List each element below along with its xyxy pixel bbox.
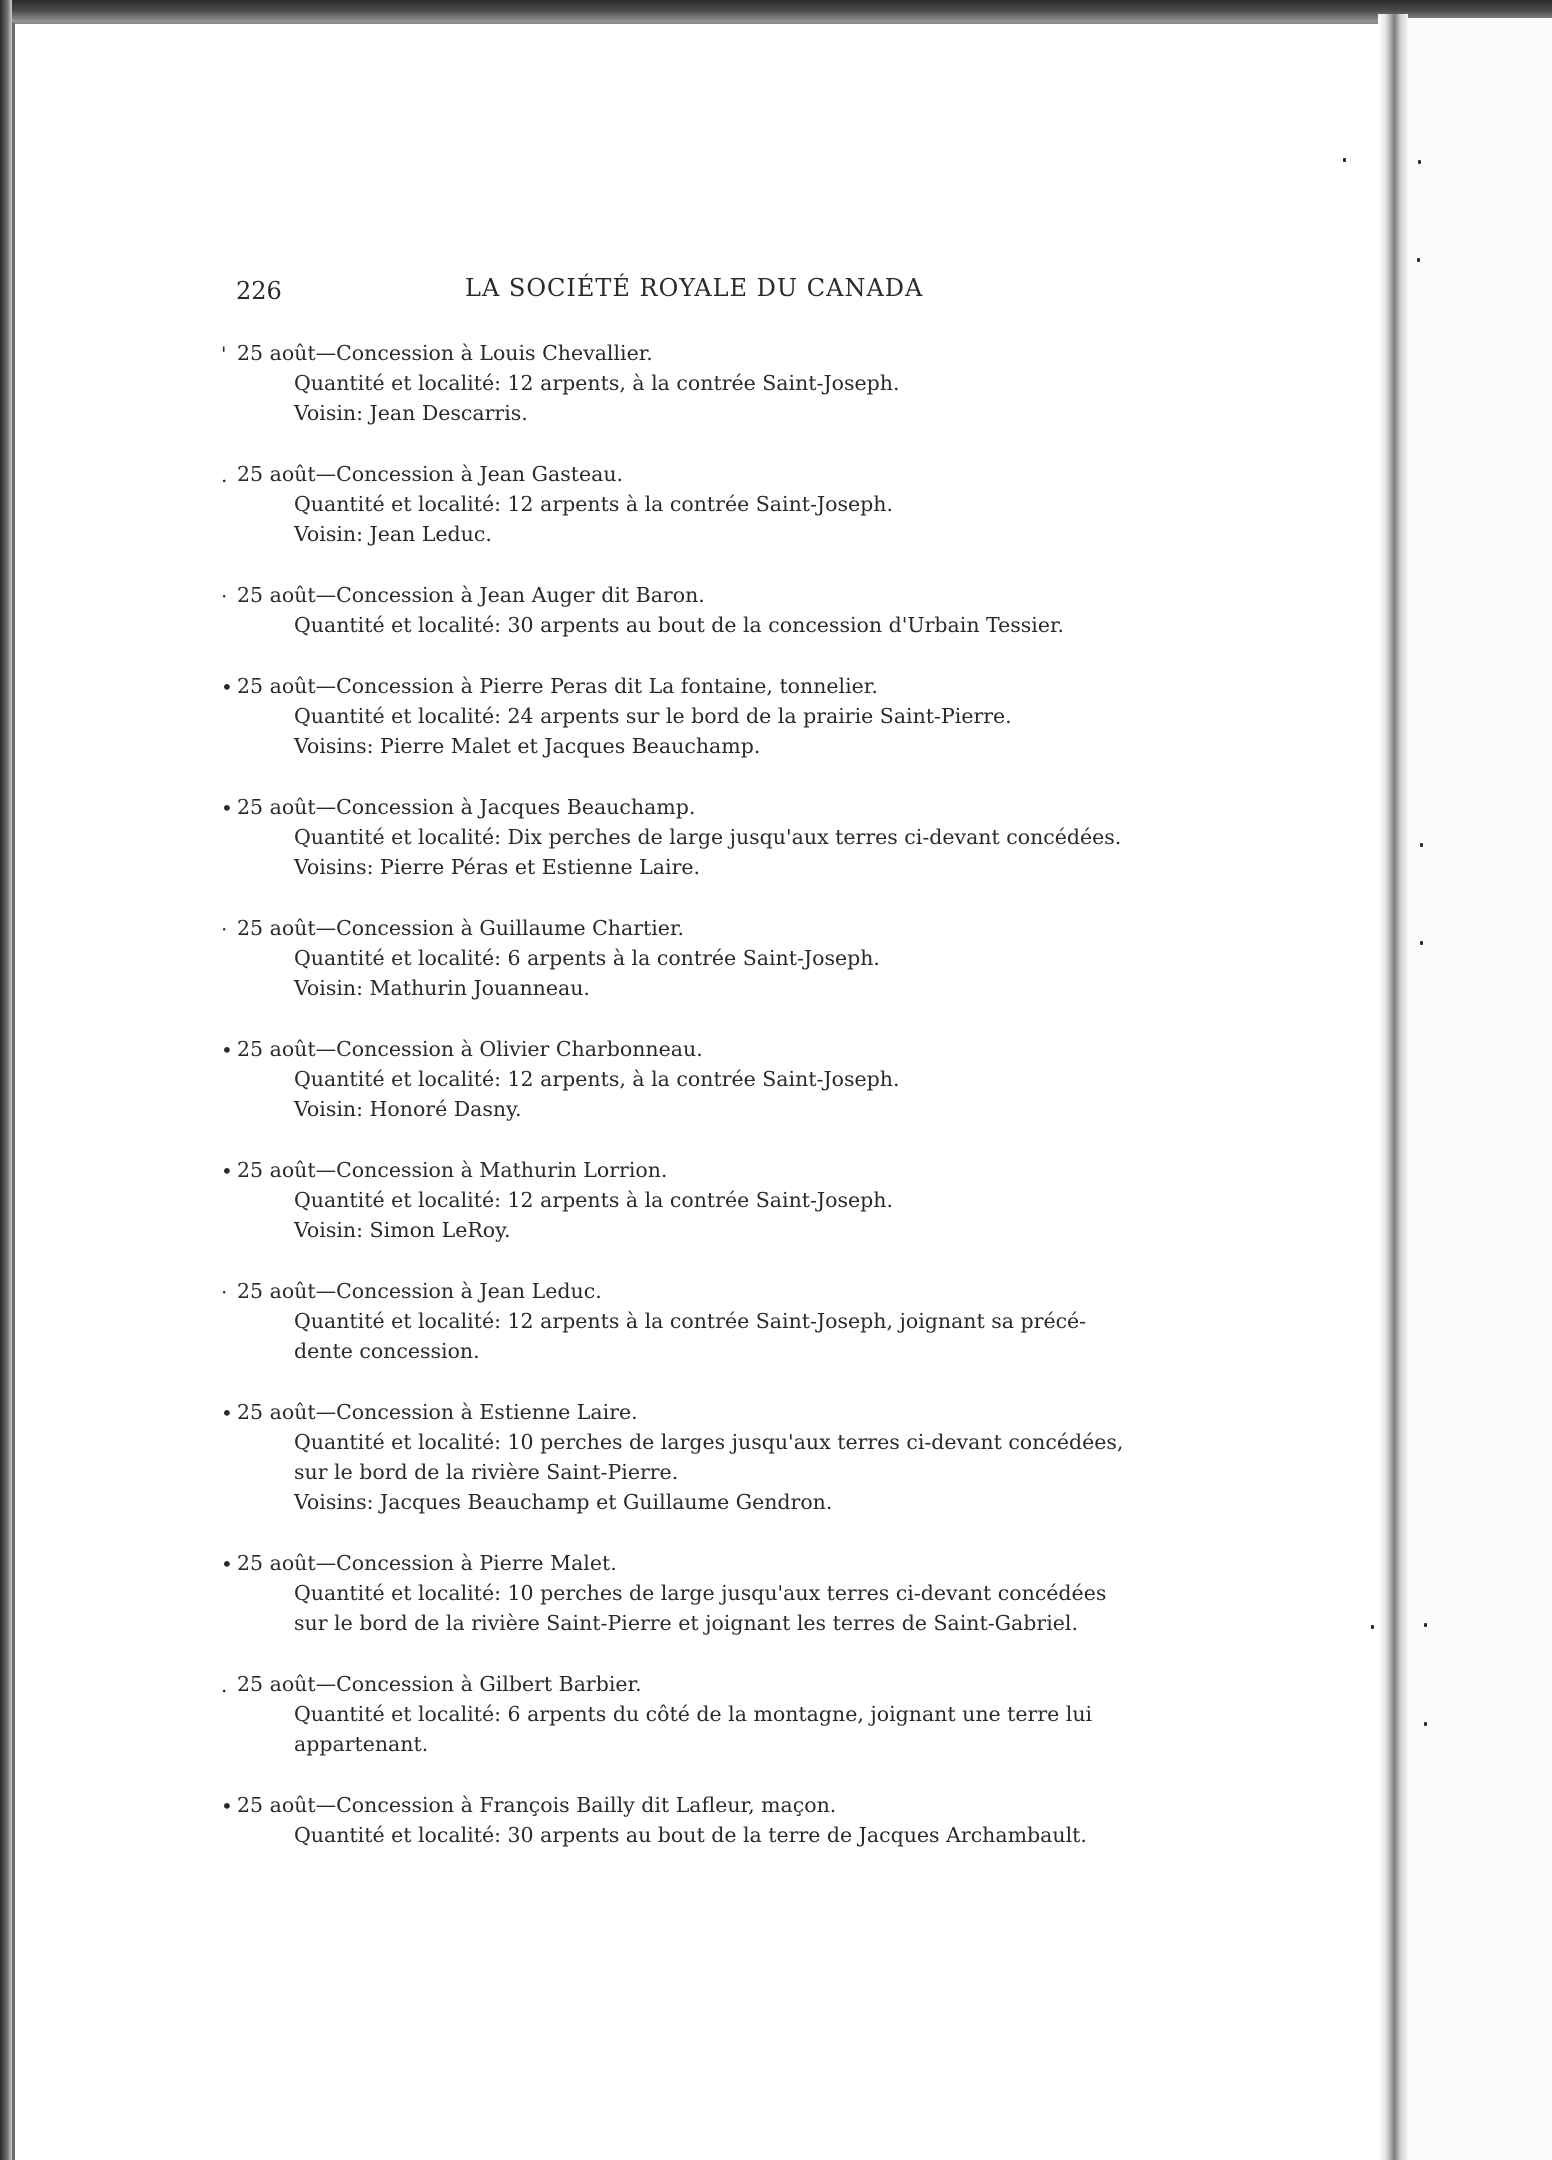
concession-detail: Quantité et localité: 12 arpents, à la contrée Saint-Joseph. — [294, 371, 900, 395]
concession-detail: Quantité et localité: 6 arpents à la contrée Saint-Joseph. — [294, 946, 880, 970]
concession-detail: Quantité et localité: 12 arpents à la contrée Saint-Joseph. — [294, 1188, 893, 1212]
concession-entry — [205, 1669, 1195, 1759]
margin-mark: • — [221, 796, 233, 820]
concession-entry — [205, 1397, 1195, 1517]
concession-detail: dente concession. — [294, 1339, 480, 1363]
concession-entry — [205, 792, 1195, 882]
concession-detail: Voisins: Jacques Beauchamp et Guillaume Gendron. — [294, 1490, 833, 1514]
concession-detail: Voisins: Pierre Malet et Jacques Beauchamp. — [294, 734, 761, 758]
concession-detail: Quantité et localité: 12 arpents à la contrée Saint-Joseph. — [294, 492, 893, 516]
concession-entry — [205, 338, 1195, 428]
concession-entry — [205, 1155, 1195, 1245]
margin-mark: · — [221, 1280, 228, 1304]
concession-entry — [205, 1034, 1195, 1124]
concession-heading: 25 août—Concession à Olivier Charbonneau. — [237, 1037, 703, 1061]
concession-detail: Voisins: Pierre Péras et Estienne Laire. — [294, 855, 701, 879]
concession-detail: sur le bord de la rivière Saint-Pierre. — [294, 1460, 679, 1484]
concession-detail: Quantité et localité: 30 arpents au bout de la terre de Jacques Archambault. — [294, 1823, 1087, 1847]
concession-heading: 25 août—Concession à Mathurin Lorrion. — [237, 1158, 668, 1182]
concession-detail: Voisin: Mathurin Jouanneau. — [294, 976, 590, 1000]
concession-heading: 25 août—Concession à François Bailly dit Lafleur, maçon. — [237, 1793, 837, 1817]
concession-detail: Quantité et localité: 12 arpents à la contrée Saint-Joseph, joignant sa précé- — [294, 1309, 1087, 1333]
concession-heading: 25 août—Concession à Pierre Malet. — [237, 1551, 617, 1575]
concession-heading: 25 août—Concession à Estienne Laire. — [237, 1400, 638, 1424]
margin-mark: . — [221, 463, 228, 487]
concession-detail: Quantité et localité: Dix perches de large jusqu'aux terres ci-devant concédées. — [294, 825, 1122, 849]
concession-heading: 25 août—Concession à Guillaume Chartier. — [237, 916, 685, 940]
concession-detail: Quantité et localité: 6 arpents du côté de la montagne, joignant une terre lui — [294, 1702, 1093, 1726]
concession-detail: Quantité et localité: 30 arpents au bout de la concession d'Urbain Tessier. — [294, 613, 1065, 637]
concession-detail: Quantité et localité: 12 arpents, à la contrée Saint-Joseph. — [294, 1067, 900, 1091]
concession-entry — [205, 1548, 1195, 1638]
margin-mark: . — [221, 1673, 228, 1697]
concession-detail: appartenant. — [294, 1732, 429, 1756]
margin-mark: • — [221, 1159, 233, 1183]
margin-mark: • — [221, 1038, 233, 1062]
concession-heading: 25 août—Concession à Gilbert Barbier. — [237, 1672, 642, 1696]
concession-list — [205, 338, 1195, 1881]
concession-heading: 25 août—Concession à Jean Auger dit Baron. — [237, 583, 705, 607]
margin-mark: · — [221, 584, 228, 608]
concession-entry — [205, 671, 1195, 761]
concession-detail: sur le bord de la rivière Saint-Pierre et joignant les terres de Saint-Gabriel. — [294, 1611, 1078, 1635]
concession-detail: Voisin: Jean Descarris. — [294, 401, 528, 425]
concession-entry — [205, 913, 1195, 1003]
concession-detail: Quantité et localité: 24 arpents sur le bord de la prairie Saint-Pierre. — [294, 704, 1012, 728]
concession-heading: 25 août—Concession à Jacques Beauchamp. — [237, 795, 696, 819]
running-head: LA SOCIÉTÉ ROYALE DU CANADA — [465, 274, 924, 302]
margin-mark: · — [221, 917, 228, 941]
page-number: 226 — [236, 277, 282, 305]
concession-detail: Voisin: Jean Leduc. — [294, 522, 492, 546]
concession-detail: Quantité et localité: 10 perches de larges jusqu'aux terres ci-devant concédées, — [294, 1430, 1124, 1454]
concession-entry — [205, 1276, 1195, 1366]
margin-mark: • — [221, 675, 233, 699]
concession-entry — [205, 580, 1195, 640]
margin-mark: ' — [221, 342, 227, 366]
concession-detail: Quantité et localité: 10 perches de large jusqu'aux terres ci-devant concédées — [294, 1581, 1107, 1605]
concession-heading: 25 août—Concession à Jean Leduc. — [237, 1279, 602, 1303]
concession-entry — [205, 1790, 1195, 1850]
concession-heading: 25 août—Concession à Pierre Peras dit La fontaine, tonnelier. — [237, 674, 878, 698]
concession-heading: 25 août—Concession à Louis Chevallier. — [237, 341, 653, 365]
concession-entry — [205, 459, 1195, 549]
concession-detail: Voisin: Simon LeRoy. — [294, 1218, 511, 1242]
concession-heading: 25 août—Concession à Jean Gasteau. — [237, 462, 624, 486]
margin-mark: • — [221, 1401, 233, 1425]
concession-detail: Voisin: Honoré Dasny. — [294, 1097, 522, 1121]
margin-mark: • — [221, 1552, 233, 1576]
margin-mark: • — [221, 1794, 233, 1818]
